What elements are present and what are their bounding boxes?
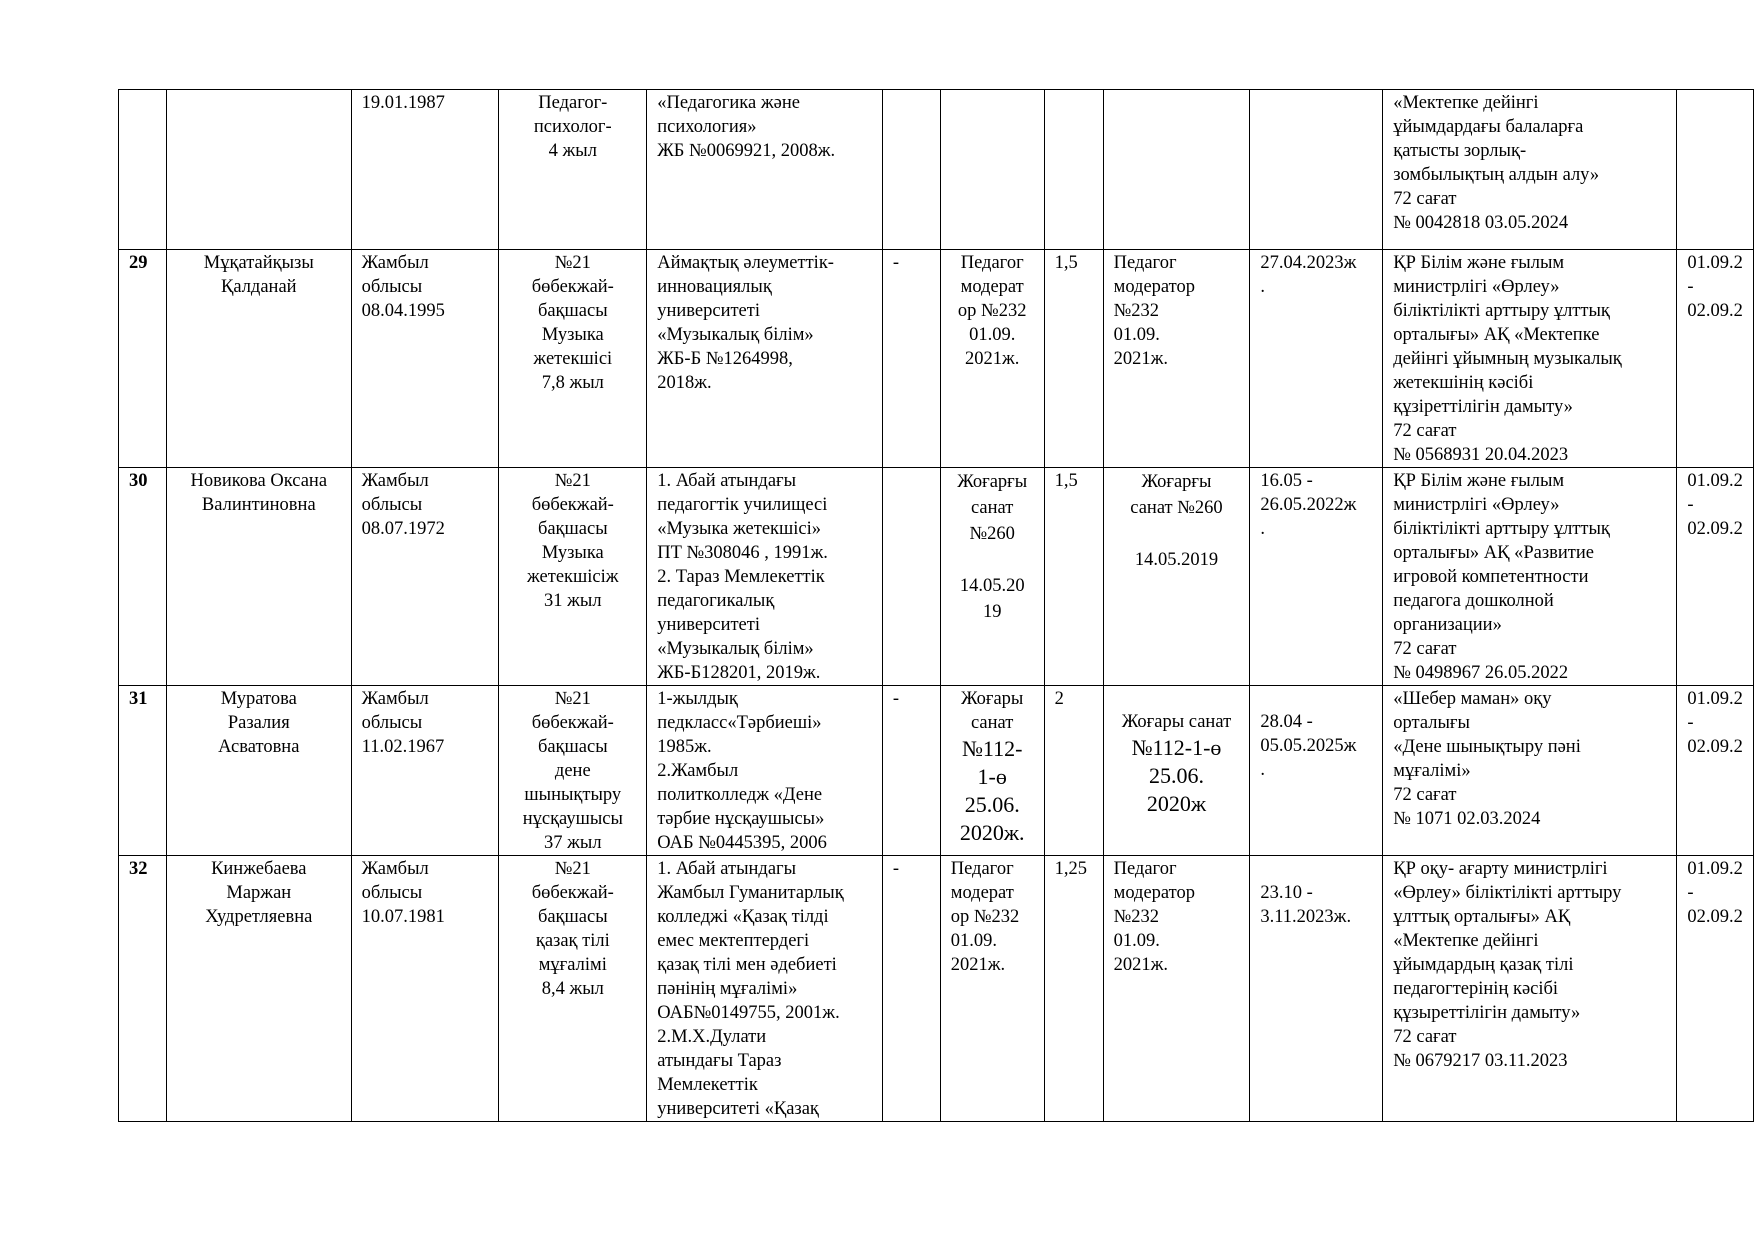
workplace-position: Педагог- психолог- 4 жыл: [499, 90, 647, 250]
birth-info: Жамбыл облысы 08.04.1995: [351, 250, 499, 468]
full-name: Кинжебаева Маржан Худретляевна: [166, 856, 351, 1122]
table-row: [119, 686, 1754, 856]
course-info: «Мектепке дейінгі ұйымдардағы балаларға қатысты зорлық- зомбылықтың алдын алу» 72 сағат № 0042818 03.05.2024: [1383, 90, 1677, 250]
extra-column: [882, 468, 940, 686]
workload: 1,25: [1044, 856, 1103, 1122]
birth-info: Жамбыл облысы 08.07.1972: [351, 468, 499, 686]
row-number: 30: [119, 468, 167, 686]
education: 1-жылдық педкласс«Тәрбиеші» 1985ж. 2.Жамбыл политколледж «Дене тәрбие нұсқаушысы» ОАБ №0445395, 2006: [647, 686, 883, 856]
course-dates: 27.04.2023ж .: [1250, 250, 1383, 468]
full-name: [166, 90, 351, 250]
row-number: [119, 90, 167, 250]
period: 01.09.2 - 02.09.2: [1677, 686, 1754, 856]
period: 01.09.2 - 02.09.2: [1677, 468, 1754, 686]
course-info: ҚР Білім және ғылым министрлігі «Өрлеу» біліктілікті арттыру ұлттық орталығы» АҚ «Развитие игровой компетентности педагога дошколной организации» 72 сағат № 0498967 26.05.2022: [1383, 468, 1677, 686]
category-document: [1103, 686, 1250, 856]
workload: 2: [1044, 686, 1103, 856]
workplace-position: №21 бөбекжай- бақшасы қазақ тілі мұғалімі 8,4 жыл: [499, 856, 647, 1122]
period: 01.09.2 - 02.09.2: [1677, 250, 1754, 468]
category-doc-label: Жоғары санат: [1121, 712, 1232, 732]
qualification-category: Педагог модерат ор №232 01.09. 2021ж.: [940, 250, 1044, 468]
extra-column: -: [882, 250, 940, 468]
category-document: Педагог модератор №232 01.09. 2021ж.: [1103, 250, 1250, 468]
table-row: [119, 250, 1754, 468]
workload: 1,5: [1044, 468, 1103, 686]
birth-info: 19.01.1987: [351, 90, 499, 250]
extra-column: -: [882, 856, 940, 1122]
qualification-category: Жоғарғы санат №260 14.05.20 19: [940, 468, 1044, 686]
table-row: [119, 90, 1754, 250]
table-row: [119, 468, 1754, 686]
education: 1. Абай атындағы педагогтік училищесі «Музыка жетекшісі» ПТ №308046 , 1991ж. 2. Тараз Мемлекеттік педагогикалық университеті «Музыкалық білім» ЖБ-Б128201, 2019ж.: [647, 468, 883, 686]
qualification-category: [940, 686, 1044, 856]
course-dates: 23.10 - 3.11.2023ж.: [1250, 856, 1383, 1122]
category-order: №112- 1-ө 25.06. 2020ж.: [959, 736, 1025, 845]
birth-info: Жамбыл облысы 10.07.1981: [351, 856, 499, 1122]
course-dates: 16.05 - 26.05.2022ж .: [1250, 468, 1383, 686]
period: [1677, 90, 1754, 250]
period: 01.09.2 - 02.09.2: [1677, 856, 1754, 1122]
course-info: ҚР Білім және ғылым министрлігі «Өрлеу» біліктілікті арттыру ұлттық орталығы» АҚ «Мектепке дейінгі ұйымның музыкалық жетекшінің кәсібі құзіреттілігін дамыту» 72 сағат № 0568931 20.04.2023: [1383, 250, 1677, 468]
extra-column: -: [882, 686, 940, 856]
staff-table: [118, 89, 1754, 1122]
course-info: ҚР оқу- ағарту министрлігі «Өрлеу» біліктілікті арттыру ұлттық орталығы» АҚ «Мектепке дейінгі ұйымдардың қазақ тілі педагогтерінің кәсібі құзыреттілігін дамыту» 72 сағат № 0679217 03.11.2023: [1383, 856, 1677, 1122]
category-label: Жоғары санат: [961, 689, 1024, 733]
course-dates: [1250, 90, 1383, 250]
workload: [1044, 90, 1103, 250]
course-info: «Шебер маман» оқу орталығы «Дене шынықтыру пәні мұғалімі» 72 сағат № 1071 02.03.2024: [1383, 686, 1677, 856]
course-dates: 28.04 - 05.05.2025ж .: [1250, 686, 1383, 856]
workplace-position: №21 бөбекжай- бақшасы дене шынықтыру нұсқаушысы 37 жыл: [499, 686, 647, 856]
education: «Педагогика және психология» ЖБ №0069921, 2008ж.: [647, 90, 883, 250]
full-name: Мұқатайқызы Қалданай: [166, 250, 351, 468]
row-number: 31: [119, 686, 167, 856]
table-row: [119, 856, 1754, 1122]
workplace-position: №21 бөбекжай- бақшасы Музыка жетекшісіж 31 жыл: [499, 468, 647, 686]
education: Аймақтық әлеуметтік- инновациялық университеті «Музыкалық білім» ЖБ-Б №1264998, 2018ж.: [647, 250, 883, 468]
qualification-category: Педагог модерат ор №232 01.09. 2021ж.: [940, 856, 1044, 1122]
category-document: Жоғарғы санат №260 14.05.2019: [1103, 468, 1250, 686]
full-name: Новикова Оксана Валинтиновна: [166, 468, 351, 686]
education: 1. Абай атындагы Жамбыл Гуманитарлық колледжі «Қазақ тілді емес мектептердегі қазақ тілі мен әдебиеті пәнінің мұғалімі» ОАБ№0149755, 2001ж. 2.М.Х.Дулати атындағы Тараз Мемлекеттік университеті «Қазақ: [647, 856, 883, 1122]
qualification-category: [940, 90, 1044, 250]
extra-column: [882, 90, 940, 250]
category-document: [1103, 90, 1250, 250]
full-name: Муратова Разалия Асватовна: [166, 686, 351, 856]
workload: 1,5: [1044, 250, 1103, 468]
workplace-position: №21 бөбекжай- бақшасы Музыка жетекшісі 7,8 жыл: [499, 250, 647, 468]
row-number: 29: [119, 250, 167, 468]
row-number: 32: [119, 856, 167, 1122]
category-document: Педагог модератор №232 01.09. 2021ж.: [1103, 856, 1250, 1122]
birth-info: Жамбыл облысы 11.02.1967: [351, 686, 499, 856]
category-doc-order: №112-1-ө 25.06. 2020ж: [1131, 735, 1222, 816]
